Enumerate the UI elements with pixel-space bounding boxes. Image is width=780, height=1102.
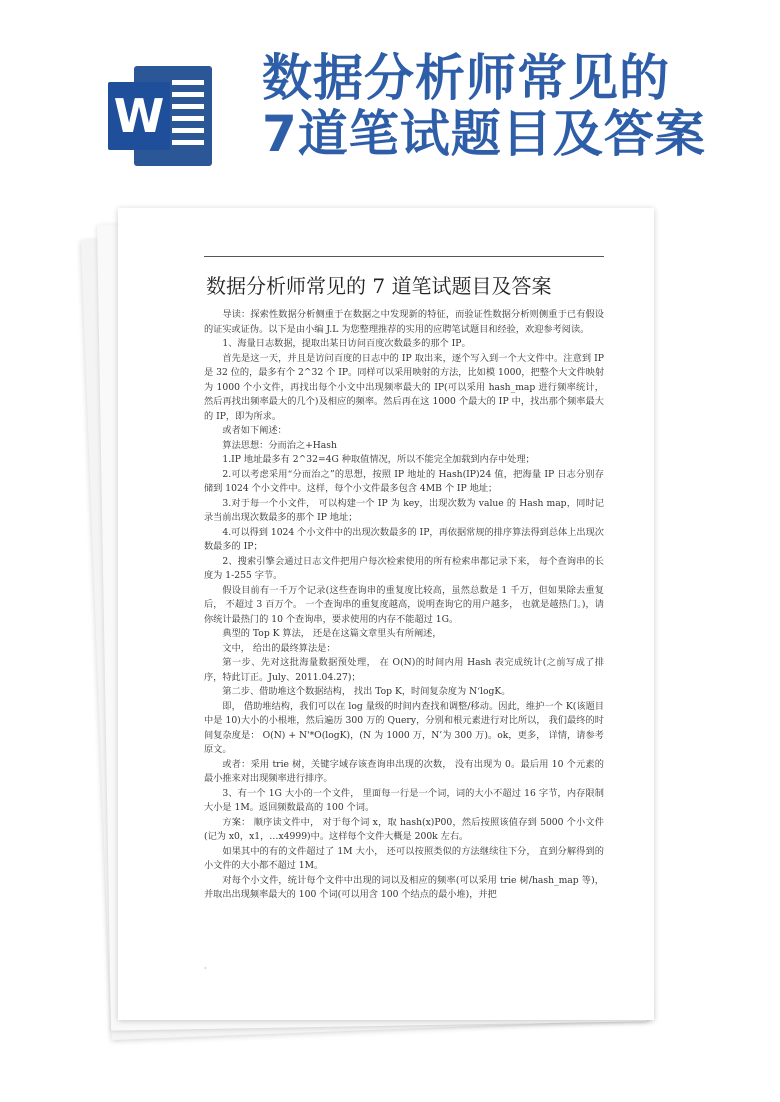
paragraph: 或者如下阐述： <box>222 425 287 436</box>
paragraph: 第二步、借助堆这个数据结构， 找出 Top K，时间复杂度为 N‘logK。 <box>222 686 511 697</box>
paragraph: 首先是这一天，并且是访问百度的日志中的 IP 取出来，逐个写入到一个大文件中。注意到 IP 是 32 位的，最多有个 2^32 个 IP。同样可以采用映射的方法，比如模 1000，把整个大文件映射为 1000 个小文件，再找出每个小文中出现频率最大的 IP(可以采用 hash_map 进行频率统计，然后再找出频率最大的几个)及相应的频率。然后再在这 1000 个最大的 IP 中，找出那个频率最大的 IP，即为所求。 <box>204 352 605 422</box>
document-page <box>118 208 654 1020</box>
paragraph: 第一步、先对这批海量数据预处理， 在 O(N)的时间内用 Hash 表完成统计(之前写成了排序，特此订正。July、2011.04.27)； <box>204 657 604 683</box>
word-document-icon <box>108 66 212 166</box>
paragraph: 即， 借助堆结构，我们可以在 log 量级的时间内查找和调整/移动。因此，维护一个 K(该题目中是 10)大小的小根堆，然后遍历 300 万的 Query，分别和根元素进行对比所以， 我们最终的时间复杂度是： O(N) + N'*O(logK)，(N 为 1000 万，N’为 300 万)。ok，更多， 详情，请参考原文。 <box>204 700 604 755</box>
paragraph: 3、有一个 1G 大小的一个文件， 里面每一行是一个词，词的大小不超过 16 字节，内存限制大小是 1M。返回频数最高的 100 个词。 <box>204 787 604 813</box>
footer-mark: · <box>204 964 207 973</box>
paragraph: 1、海量日志数据，提取出某日访问百度次数最多的那个 IP。 <box>222 338 471 349</box>
page-title-line-1: 数据分析师常见的 <box>262 49 670 107</box>
paragraph: 文中， 给出的最终算法是： <box>222 642 336 654</box>
paragraph: 或者：采用 trie 树，关键字域存该查询串出现的次数， 没有出现为 0。最后用 10 个元素的最小推来对出现频率进行排序。 <box>204 758 604 784</box>
header-rule <box>204 256 604 257</box>
paragraph: 方案： 顺序读文件中， 对于每个词 x，取 hash(x)P00，然后按照该值存到 5000 个小文件(记为 x0，x1，…x4999)中。这样每个文件大概是 200k 左右。 <box>204 816 604 842</box>
paragraph: 2、搜索引擎会通过日志文件把用户每次检索使用的所有检索串都记录下来， 每个查询串的长度为 1-255 字节。 <box>204 555 604 581</box>
page-title <box>262 50 772 162</box>
page-title-line-2: 7道笔试题目及答案 <box>262 105 706 163</box>
paragraph: 1.IP 地址最多有 2^32=4G 种取值情况，所以不能完全加载到内存中处理； <box>222 454 535 465</box>
paragraph: 典型的 Top K 算法， 还是在这篇文章里头有所阐述， <box>222 628 442 639</box>
paragraph: 导读：探索性数据分析侧重于在数据之中发现新的特征，而验证性数据分析则侧重于已有假设的证实或证伪。以下是由小编 J.L 为您整理推荐的实用的应聘笔试题目和经验，欢迎参考阅读。 <box>204 309 604 335</box>
paragraph: 3.对于每一个小文件， 可以构建一个 IP 为 key，出现次数为 value 的 Hash map，同时记录当前出现次数最多的那个 IP 地址； <box>204 497 604 523</box>
paragraph: 2.可以考虑采用“分而治之”的思想，按照 IP 地址的 Hash(IP)24 值，把海量 IP 日志分别存储到 1024 个小文件中。这样，每个小文件最多包含 4MB 个 IP 地址； <box>204 468 604 494</box>
paragraph: 对每个小文件，统计每个文件中出现的词以及相应的频率(可以采用 trie 树/hash_map 等)，并取出出现频率最大的 100 个词(可以用含 100 个结点的最小堆)，并把 <box>204 874 604 900</box>
paragraph: 假设目前有一千万个记录(这些查询串的重复度比较高，虽然总数是 1 千万，但如果除去重复后， 不超过 3 百万个。 一个查询串的重复度越高，说明查询它的用户越多， 也就是越热门。)，请你统计最热门的 10 个查询串，要求使用的内存不能超过 1G。 <box>204 584 604 625</box>
paragraph: 4.可以得到 1024 个小文件中的出现次数最多的 IP，再依据常规的排序算法得到总体上出现次数最多的 IP； <box>204 526 604 552</box>
header <box>0 0 780 200</box>
paragraph: 如果其中的有的文件超过了 1M 大小， 还可以按照类似的方法继续往下分， 直到分解得到的小文件的大小都不超过 1M。 <box>204 845 604 871</box>
word-badge: W <box>108 82 170 150</box>
paragraph: 算法思想：分而治之+Hash <box>222 439 337 451</box>
document-body <box>204 308 604 903</box>
document-title: 数据分析师常见的 7 道笔试题目及答案 <box>206 274 552 298</box>
